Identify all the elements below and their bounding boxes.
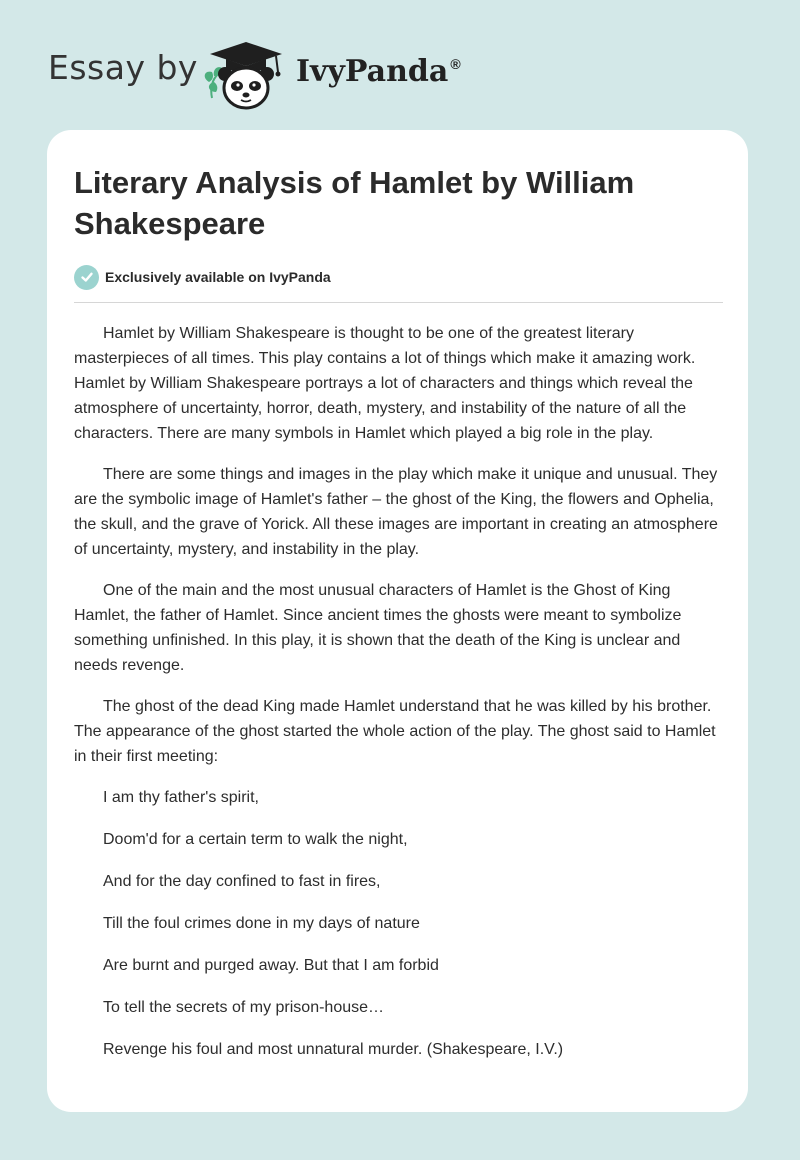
paragraph: The ghost of the dead King made Hamlet understand that he was killed by his brother. The appearance of the ghost started the whole action of the play. The ghost said to Hamlet in their first meeting: <box>74 698 716 765</box>
brand-text: IvyPanda <box>296 54 449 89</box>
verse-line: Revenge his foul and most unnatural murder. (Shakespeare, I.V.) <box>103 1041 564 1058</box>
brand-name[interactable] <box>296 54 461 89</box>
exclusive-badge <box>74 264 331 290</box>
paragraph: Hamlet by William Shakespeare is thought to be one of the greatest literary masterpieces of all times. This play contains a lot of things which make it amazing work. Hamlet by William Shakespeare portrays a lot of characters and things which reveal the atmosphere of uncertainty, horror, death, mystery, and instability of the nature of all the characters. There are many symbols in Hamlet which played a big role in the play. <box>74 325 696 442</box>
site-header <box>0 0 800 130</box>
page-title: Literary Analysis of Hamlet by William Shakespeare <box>74 165 635 241</box>
essay-by-label: Essay by <box>48 48 198 87</box>
essay-card <box>47 130 748 1112</box>
verse-line: Till the foul crimes done in my days of nature <box>103 915 420 932</box>
divider <box>74 302 723 303</box>
paragraph: One of the main and the most unusual characters of Hamlet is the Ghost of King Hamlet, the father of Hamlet. Since ancient times the ghosts were meant to symbolize something unfinished. In this play, it is shown that the death of the King is unclear and needs revenge. <box>74 582 682 674</box>
panda-logo-icon[interactable] <box>196 36 292 112</box>
verse-line: I am thy father's spirit, <box>103 789 259 806</box>
verse-line: To tell the secrets of my prison-house… <box>103 999 385 1016</box>
verse-line: Doom'd for a certain term to walk the night, <box>103 831 408 848</box>
verse-line: Are burnt and purged away. But that I am forbid <box>103 957 439 974</box>
exclusive-label: Exclusively available on IvyPanda <box>105 269 331 285</box>
registered-mark: ® <box>450 56 461 72</box>
check-circle-icon <box>74 265 99 290</box>
paragraph: There are some things and images in the play which make it unique and unusual. They are the symbolic image of Hamlet's father – the ghost of the King, the flowers and Ophelia, the skull, and the grave of Yorick. All these images are important in creating an atmosphere of uncertainty, mystery, and instability in the play. <box>74 466 718 558</box>
verse-line: And for the day confined to fast in fires, <box>103 873 381 890</box>
essay-body <box>74 321 724 1079</box>
